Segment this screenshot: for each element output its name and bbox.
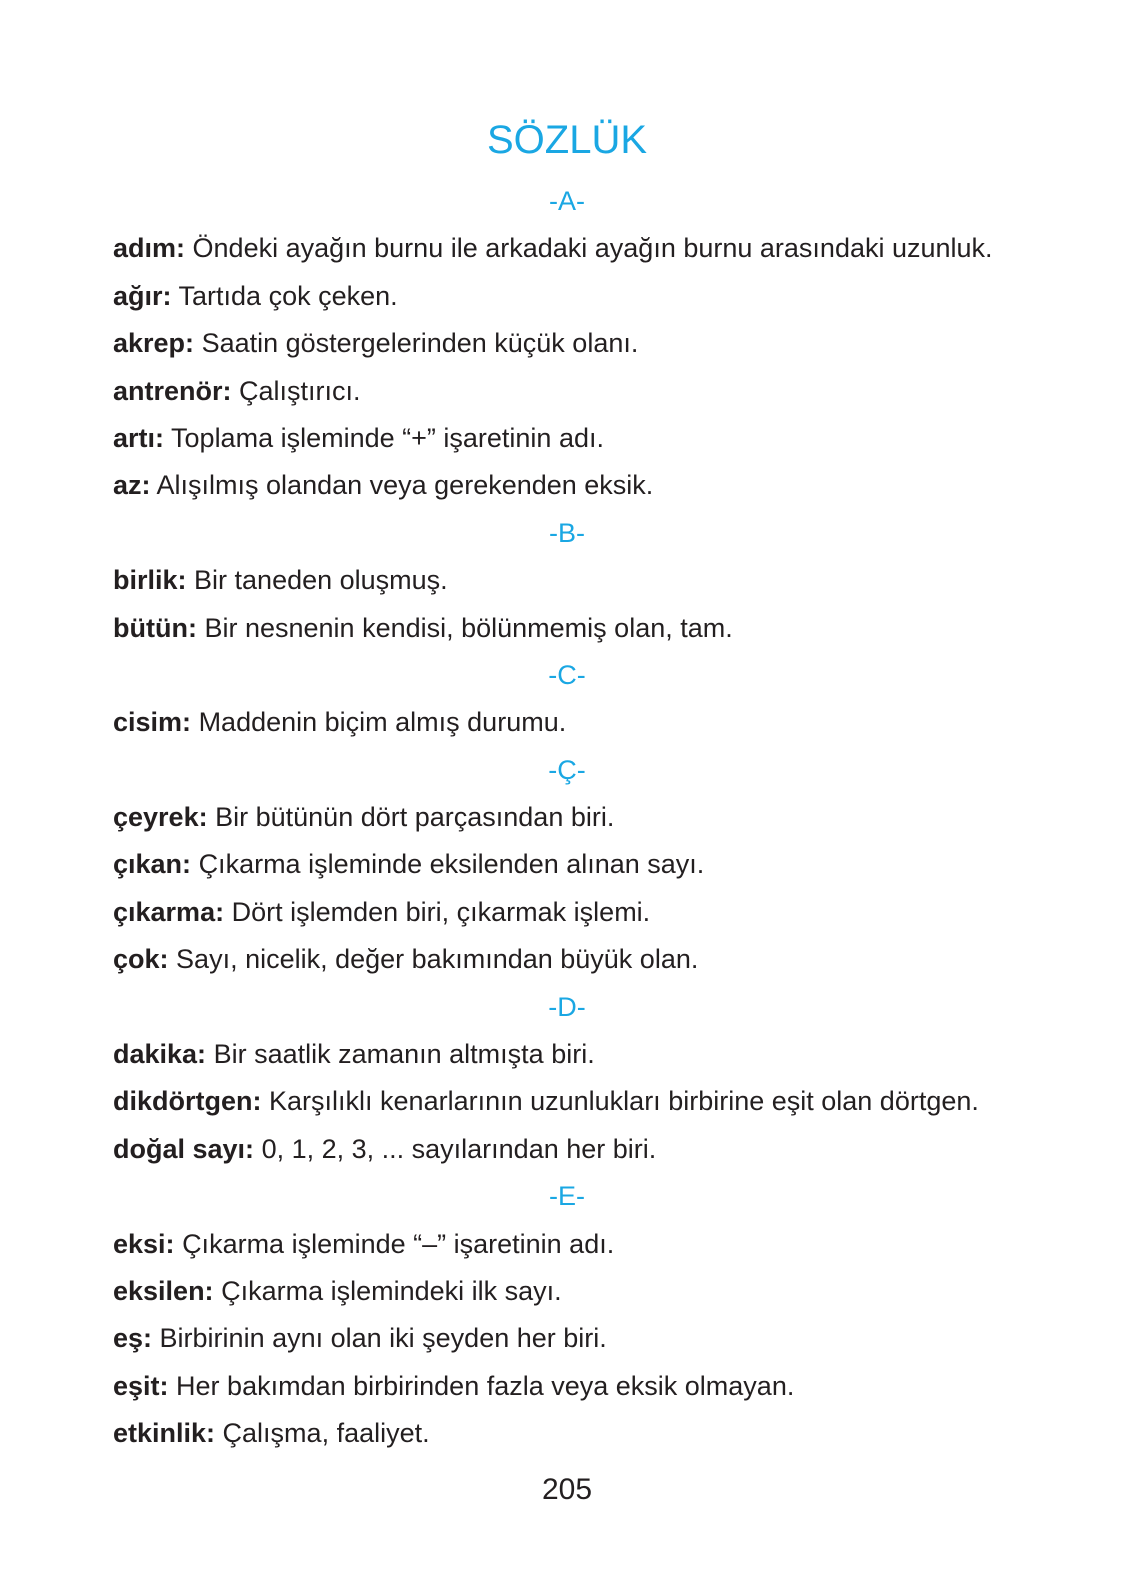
glossary-entry	[113, 1126, 1073, 1173]
glossary-entry	[113, 1031, 1073, 1078]
glossary-definition: Dört işlemden biri, çıkarmak işlemi.	[231, 896, 651, 927]
glossary-definition: Maddenin biçim almış durumu.	[198, 707, 567, 738]
glossary-definition: Çıkarma işleminde eksilenden alınan sayı.	[198, 849, 705, 880]
glossary-term: çıkarma:	[113, 896, 225, 927]
glossary-term: eksilen:	[113, 1275, 214, 1306]
glossary-definition: Sayı, nicelik, değer bakımından büyük olan.	[176, 944, 699, 975]
glossary-entry	[113, 1363, 1073, 1410]
glossary-definition: Her bakımdan birbirinden fazla veya eksik olmayan.	[176, 1370, 795, 1401]
glossary-list	[113, 178, 1073, 1458]
glossary-term: dikdörtgen:	[113, 1086, 262, 1117]
glossary-term: doğal sayı:	[113, 1133, 255, 1164]
glossary-term: dakika:	[113, 1039, 207, 1070]
section-letter-heading: -Ç-	[548, 754, 586, 785]
glossary-definition: Bir saatlik zamanın altmışta biri.	[213, 1039, 595, 1070]
glossary-entry	[113, 557, 1073, 604]
glossary-term: akrep:	[113, 328, 195, 359]
glossary-entry	[113, 841, 1073, 888]
section-letter-heading: -C-	[548, 659, 586, 690]
page-title: SÖZLÜK	[486, 118, 648, 162]
glossary-definition: Toplama işleminde “+” işaretinin adı.	[171, 422, 604, 453]
glossary-definition: Karşılıklı kenarlarının uzunlukları birbirine eşit olan dörtgen.	[269, 1086, 979, 1117]
glossary-term: antrenör:	[113, 375, 232, 406]
glossary-entry	[113, 605, 1073, 652]
glossary-entry	[113, 794, 1073, 841]
glossary-definition: Alışılmış olandan veya gerekenden eksik.	[156, 470, 654, 501]
glossary-entry	[113, 273, 1073, 320]
glossary-term: çıkan:	[113, 849, 192, 880]
glossary-term: artı:	[113, 422, 165, 453]
glossary-definition: Bir nesnenin kendisi, bölünmemiş olan, tam.	[204, 612, 733, 643]
glossary-entry	[113, 1221, 1073, 1268]
section-letter-heading: -D-	[548, 991, 586, 1022]
glossary-definition: Bir bütünün dört parçasından biri.	[215, 802, 615, 833]
glossary-entry	[113, 1315, 1073, 1362]
glossary-definition: Çalıştırıcı.	[239, 375, 361, 406]
glossary-term: az:	[113, 470, 151, 501]
glossary-term: çok:	[113, 944, 169, 975]
glossary-term: adım:	[113, 233, 186, 264]
glossary-entry	[113, 889, 1073, 936]
glossary-definition: Çalışma, faaliyet.	[222, 1418, 430, 1449]
glossary-definition: Bir taneden oluşmuş.	[194, 565, 448, 596]
glossary-definition: 0, 1, 2, 3, ... sayılarından her biri.	[261, 1133, 657, 1164]
glossary-term: birlik:	[113, 565, 187, 596]
glossary-entry	[113, 415, 1073, 462]
glossary-entry	[113, 1078, 1073, 1125]
glossary-entry	[113, 462, 1073, 509]
glossary-term: ağır:	[113, 280, 172, 311]
section-letter-heading: -A-	[549, 186, 585, 216]
glossary-definition: Saatin göstergelerinden küçük olanı.	[201, 328, 639, 359]
glossary-entry	[113, 320, 1073, 367]
glossary-entry	[113, 699, 1073, 746]
glossary-term: eksi:	[113, 1228, 175, 1259]
glossary-entry	[113, 1410, 1073, 1457]
glossary-entry	[113, 1268, 1073, 1315]
glossary-definition: Öndeki ayağın burnu ile arkadaki ayağın burnu arasındaki uzunluk.	[192, 233, 993, 264]
glossary-term: çeyrek:	[113, 802, 208, 833]
glossary-definition: Çıkarma işlemindeki ilk sayı.	[221, 1275, 562, 1306]
glossary-term: cisim:	[113, 707, 192, 738]
glossary-entry	[113, 936, 1073, 983]
glossary-term: eşit:	[113, 1370, 169, 1401]
section-letter-heading: -E-	[549, 1181, 585, 1212]
glossary-term: bütün:	[113, 612, 197, 643]
glossary-definition: Çıkarma işleminde “–” işaretinin adı.	[182, 1228, 615, 1259]
glossary-definition: Tartıda çok çeken.	[178, 280, 398, 311]
page-number: 205	[541, 1473, 593, 1506]
glossary-definition: Birbirinin aynı olan iki şeyden her biri.	[159, 1323, 607, 1354]
glossary-entry	[113, 225, 1073, 272]
glossary-entry	[113, 368, 1073, 415]
glossary-term: etkinlik:	[113, 1418, 216, 1449]
section-letter-heading: -B-	[549, 517, 585, 548]
glossary-term: eş:	[113, 1323, 153, 1354]
